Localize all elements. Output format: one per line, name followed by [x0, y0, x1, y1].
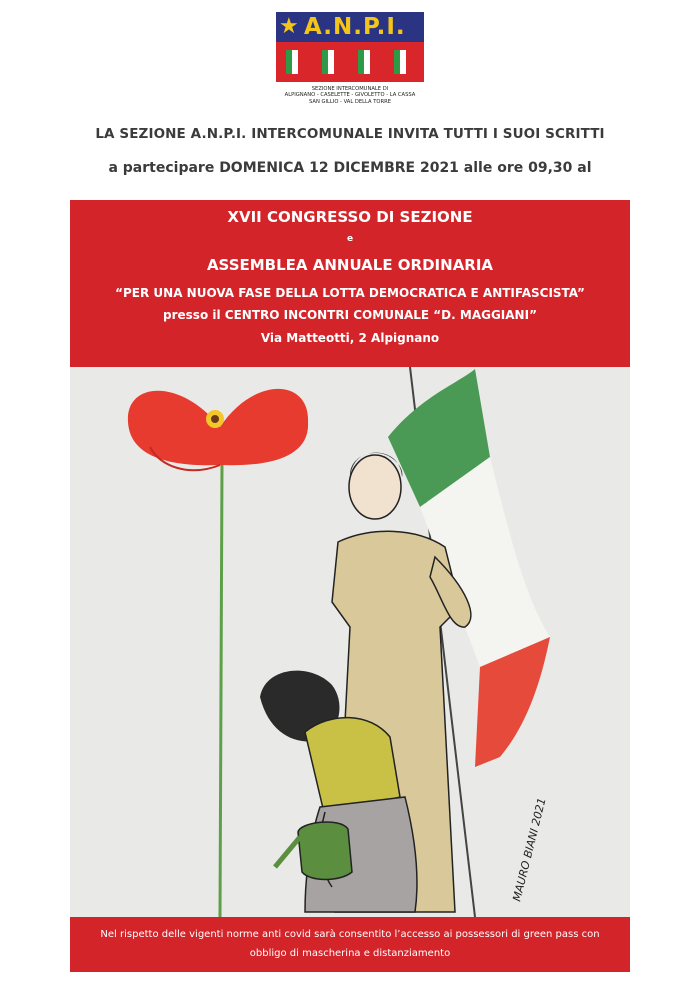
logo-caption-line: SAN GILLIO - VAL DELLA TORRE	[309, 98, 391, 105]
conjunction: e	[346, 234, 354, 244]
watering-can-icon	[275, 822, 352, 880]
assembly-heading: ASSEMBLEA ANNUALE ORDINARIA	[206, 256, 494, 274]
flag-icon	[286, 50, 304, 74]
logo-caption	[276, 86, 424, 105]
invite-line-2: a partecipare DOMENICA 12 DICEMBRE 2021 alle ore 09,30 al	[108, 160, 592, 176]
poppy-icon	[128, 389, 308, 917]
flag-icon	[394, 50, 412, 74]
covid-notice	[70, 917, 630, 972]
flag-icon	[322, 50, 340, 74]
logo-caption-line: ALPIGNANO - CASELETTE - GIVOLETTO - LA CASSA	[284, 92, 416, 99]
flag-icon	[358, 50, 376, 74]
venue: presso il CENTRO INCONTRI COMUNALE “D. MAGGIANI”	[163, 308, 537, 322]
star-icon: ★	[279, 14, 299, 39]
illustration-svg	[70, 367, 630, 917]
illustration	[70, 367, 630, 917]
logo-flags	[276, 42, 424, 82]
slogan: “PER UNA NUOVA FASE DELLA LOTTA DEMOCRATICA E ANTIFASCISTA”	[115, 286, 585, 300]
logo-title: A.N.P.I.	[304, 14, 406, 40]
invite-line-1: LA SEZIONE A.N.P.I. INTERCOMUNALE INVITA TUTTI I SUOI SCRITTI	[95, 126, 605, 142]
event-banner	[70, 200, 630, 367]
congress-heading: XVII CONGRESSO DI SEZIONE	[227, 208, 473, 226]
logo-caption-line: SEZIONE INTERCOMUNALE DI	[311, 86, 389, 92]
covid-notice-text: Nel rispetto delle vigenti norme anti covid sarà consentito l’accesso ai possessori di green pass con obbligo di mascherina e distanziamento	[100, 929, 600, 959]
anpi-logo	[276, 12, 424, 105]
logo-header	[276, 12, 424, 42]
artist-signature: MAURO BIANI 2021	[510, 796, 549, 903]
address: Via Matteotti, 2 Alpignano	[260, 331, 440, 345]
